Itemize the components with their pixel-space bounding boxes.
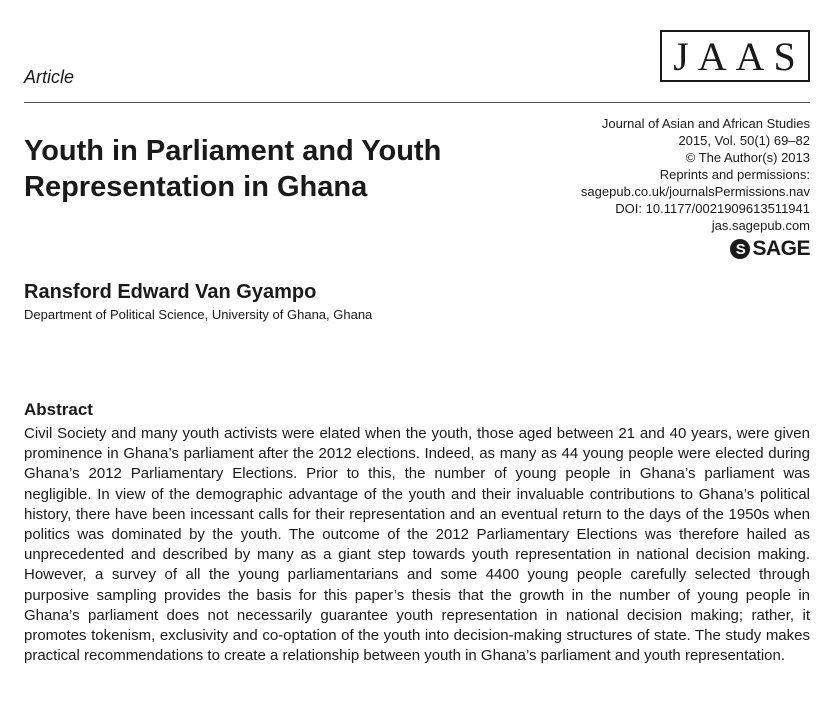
journal-name: Journal of Asian and African Studies bbox=[601, 116, 810, 131]
sage-logo-text: SAGE bbox=[752, 237, 810, 260]
volume-info: 2015, Vol. 50(1) 69–82 bbox=[678, 133, 810, 148]
abstract-heading: Abstract bbox=[24, 400, 93, 419]
article-type-label: Article bbox=[24, 67, 75, 87]
header-divider bbox=[24, 102, 810, 103]
author-affiliation: Department of Political Science, University of Ghana, Ghana bbox=[24, 307, 373, 322]
journal-logo: JAAS bbox=[660, 30, 810, 82]
abstract-text: Civil Society and many youth activists were elated when the youth, those aged between 21 and 40 years, were given prominence in Ghana’s parliament after the 2012 elections. Indeed, as many as 44 young people were elected during Ghana’s 2012 Parliamentary Elections. Prior to this, the number of young people in Ghana’s parliament was negligible. In view of the demographic advantage of the youth and their invaluable contributions to Ghana’s political history, there have been incessant calls for their representation and an eventual return to the days of the 1950s when politics was dominated by the youth. The outcome of the 2012 Parliamentary Elections was therefore hailed as unprecedented and described by many as a giant step towards youth representation in national decision making. However, a survey of all the young parliamentarians and some 4400 young people carefully selected through purposive sampling provides the basis for this paper’s thesis that the growth in the number of young people in Ghana’s parliament does not necessarily guarantee youth representation in national decision making; rather, it promotes tokenism, exclusivity and co-optation of the youth into decision-making structures of state. The study makes practical recommendations to create a relationship between youth in Ghana’s parliament and youth representation. bbox=[24, 425, 810, 665]
doi[interactable]: DOI: 10.1177/0021909613511941 bbox=[615, 201, 810, 216]
sage-logo bbox=[730, 237, 810, 261]
permissions-link[interactable]: sagepub.co.uk/journalsPermissions.nav bbox=[580, 184, 810, 199]
journal-website-link[interactable]: jas.sagepub.com bbox=[711, 218, 810, 233]
paper-title: Youth in Parliament and Youth Representation in Ghana bbox=[24, 135, 442, 203]
publication-info bbox=[581, 115, 810, 234]
author-name: Ransford Edward Van Gyampo bbox=[24, 281, 317, 303]
sage-mark-icon: S bbox=[730, 239, 750, 259]
permissions-label: Reprints and permissions: bbox=[659, 167, 810, 182]
copyright-notice: © The Author(s) 2013 bbox=[685, 150, 810, 165]
